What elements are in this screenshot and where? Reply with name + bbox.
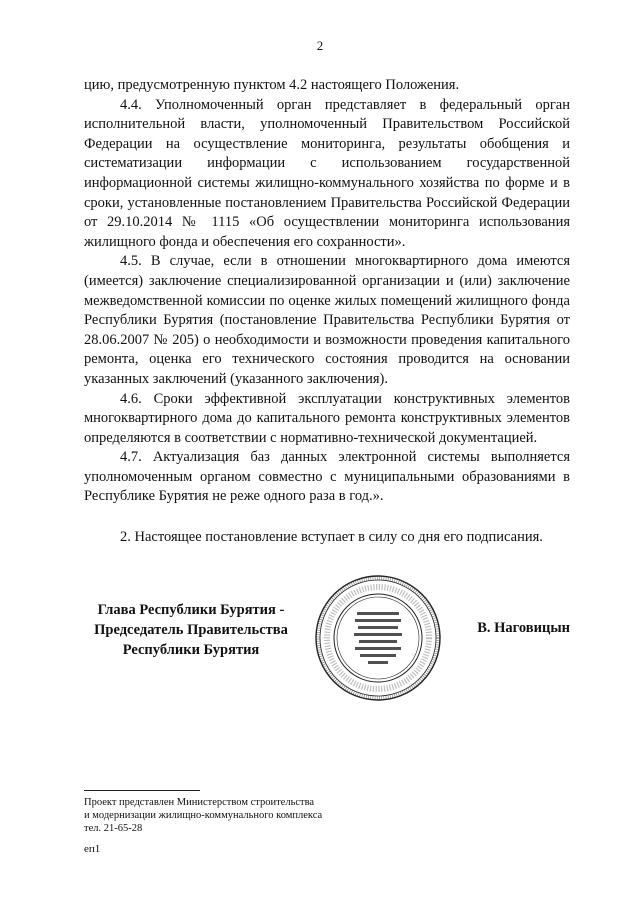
signature-block (84, 590, 570, 710)
signatory-position (84, 600, 298, 660)
paragraph-4-6: 4.6. Сроки эффективной эксплуатации конструктивных элементов многоквартирного дома до капитального ремонта конструктивных элементов определяются в соответствии с нормативно-технической документацией. (84, 390, 570, 446)
footnote-line: Проект представлен Министерством строительства (84, 797, 315, 808)
paragraph-effective-date: 2. Настоящее постановление вступает в силу со дня его подписания. (120, 529, 543, 546)
signatory-name: В. Наговицын (477, 620, 570, 636)
typist-initials: еп1 (84, 843, 101, 855)
footnote (84, 796, 322, 835)
signatory-position-line: Председатель Правительства (94, 622, 288, 638)
paragraph-4-5: 4.5. В случае, если в отношении многоквартирного дома имеются (имеется) заключение специализированной организации и (или) заключение межведомственной комиссии по оценке жилых помещений жилищного фонда Республики Бурятия (постановление Правительства Республики Бурятия от 28.06.2007 № 205) о необходимости и возможности проведения капитального ремонта, оценка его технического состояния проводится на основании указанных заключений (указанного заключения). (84, 253, 570, 387)
paragraph-4-7: 4.7. Актуализация баз данных электронной системы выполняется уполномоченным органом совместно с муниципальными образованиями в Республике Бурятия не реже одного раза в год.». (84, 449, 570, 505)
footnote-phone: тел. 21-65-28 (84, 823, 143, 834)
footnote-line: и модернизации жилищно-коммунального комплекса (84, 810, 323, 821)
page-number: 2 (316, 38, 324, 53)
signatory-position-line: Глава Республики Бурятия - (97, 602, 285, 618)
footnote-divider (84, 790, 200, 791)
paragraph-continuation: цию, предусмотренную пунктом 4.2 настоящего Положения. (84, 77, 460, 93)
official-seal-stamp (314, 574, 442, 702)
document-body (84, 76, 570, 548)
paragraph-4-4: 4.4. Уполномоченный орган представляет в федеральный орган исполнительной власти, уполномоченный Правительством Российской Федерации на осуществление мониторинга, результаты обобщения и систематизации информации с использованием государственной информационной системы жилищно-коммунального хозяйства по форме и в сроки, установленные постановлением Правительства Российской Федерации от 29.10.2014 № 1115 «Об осуществлении мониторинга использования жилищного фонда и обеспечения его сохранности». (84, 96, 570, 250)
signatory-position-line: Республики Бурятия (122, 642, 260, 658)
